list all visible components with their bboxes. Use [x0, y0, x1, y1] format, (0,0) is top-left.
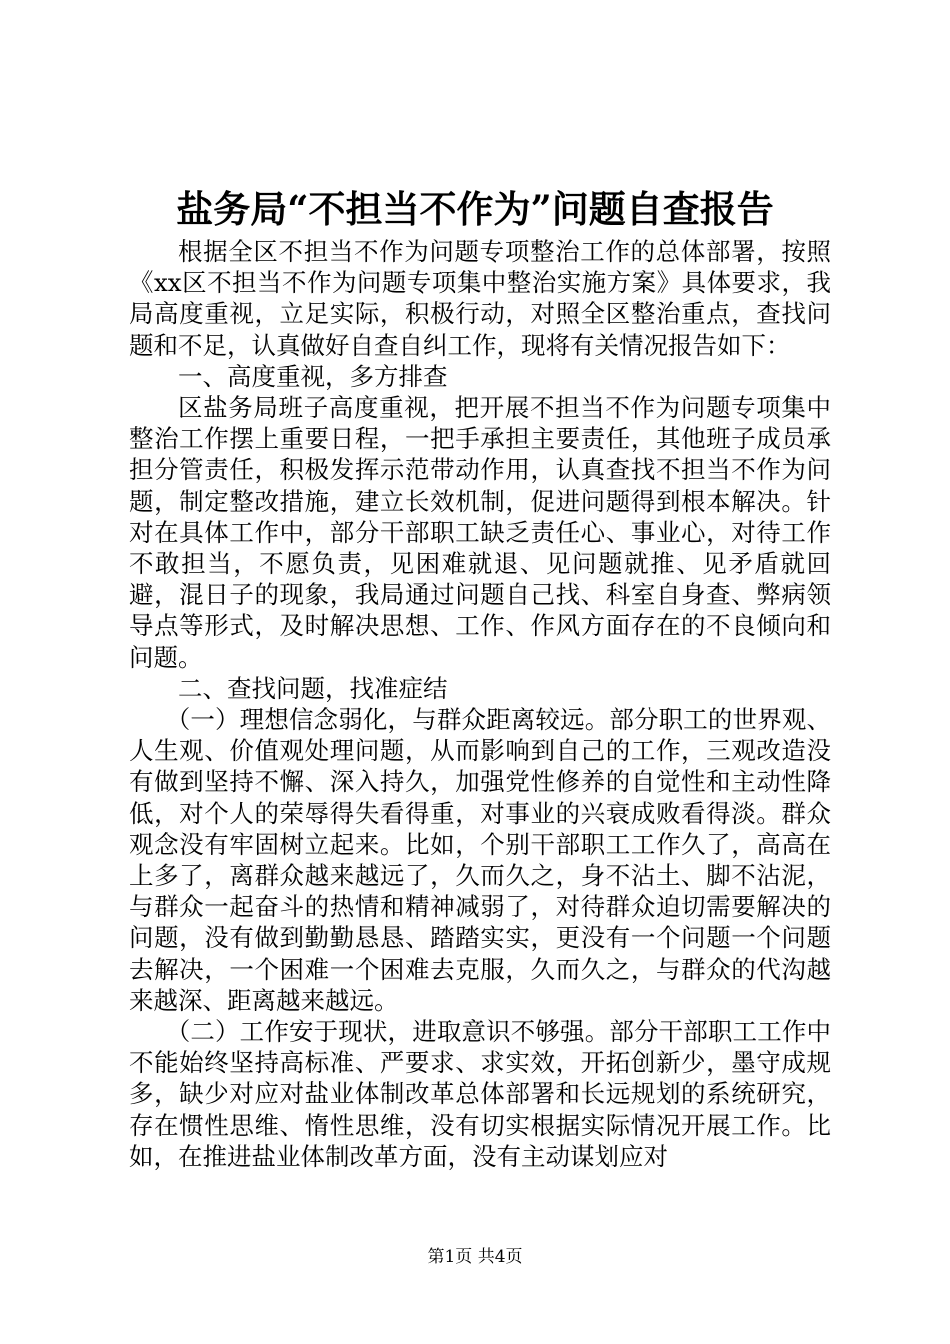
section-heading-1: 一、高度重视，多方排查 — [178, 361, 448, 391]
paragraph-section-1: 区盐务局班子高度重视，把开展不担当不作为问题专项集中整治工作摆上重要日程，一把手承担主要责任，其他班子成员承担分管责任，积极发挥示范带动作用，认真查找不担当不作为问题，制定整改措施，建立长效机制，促进问题得到根本解决。针对在具体工作中，部分干部职工缺乏责任心、事业心，对待工作不敢担当，不愿负责，见困难就退、见问题就推、见矛盾就回避，混日子的现象，我局通过问题自己找、科室自身查、弊病领导点等形式，及时解决思想、工作、作风方面存在的不良倾向和问题。 — [129, 393, 831, 672]
page-number-footer: 第1页 共4页 — [427, 1247, 523, 1267]
paragraph-intro: 根据全区不担当不作为问题专项整治工作的总体部署，按照《xx区不担当不作为问题专项集中整治实施方案》具体要求，我局高度重视，立足实际，积极行动，对照全区整治重点，查找问题和不足，认真做好自查自纠工作，现将有关情况报告如下： — [129, 237, 831, 360]
document-title: 盐务局“不担当不作为”问题自查报告 — [176, 187, 774, 231]
paragraph-subsection-2: （二）工作安于现状，进取意识不够强。部分干部职工工作中不能始终坚持高标准、严要求、求实效，开拓创新少，墨守成规多，缺少对应对盐业体制改革总体部署和长远规划的系统研究，存在惯性思维、惰性思维，没有切实根据实际情况开展工作。比如，在推进盐业体制改革方面，没有主动谋划应对 — [129, 1017, 831, 1171]
document-body — [129, 236, 831, 1172]
section-heading-2: 二、查找问题，找准症结 — [178, 673, 448, 703]
paragraph-subsection-1: （一）理想信念弱化，与群众距离较远。部分职工的世界观、人生观、价值观处理问题，从而影响到自己的工作，三观改造没有做到坚持不懈、深入持久，加强党性修养的自觉性和主动性降低，对个人的荣辱得失看得重，对事业的兴衰成败看得淡。群众观念没有牢固树立起来。比如，个别干部职工工作久了，高高在上多了，离群众越来越远了，久而久之，身不沾土、脚不沾泥，与群众一起奋斗的热情和精神减弱了，对待群众迫切需要解决的问题，没有做到勤勤恳恳、踏踏实实，更没有一个问题一个问题去解决，一个困难一个困难去克服，久而久之，与群众的代沟越来越深、距离越来越远。 — [129, 705, 831, 1015]
